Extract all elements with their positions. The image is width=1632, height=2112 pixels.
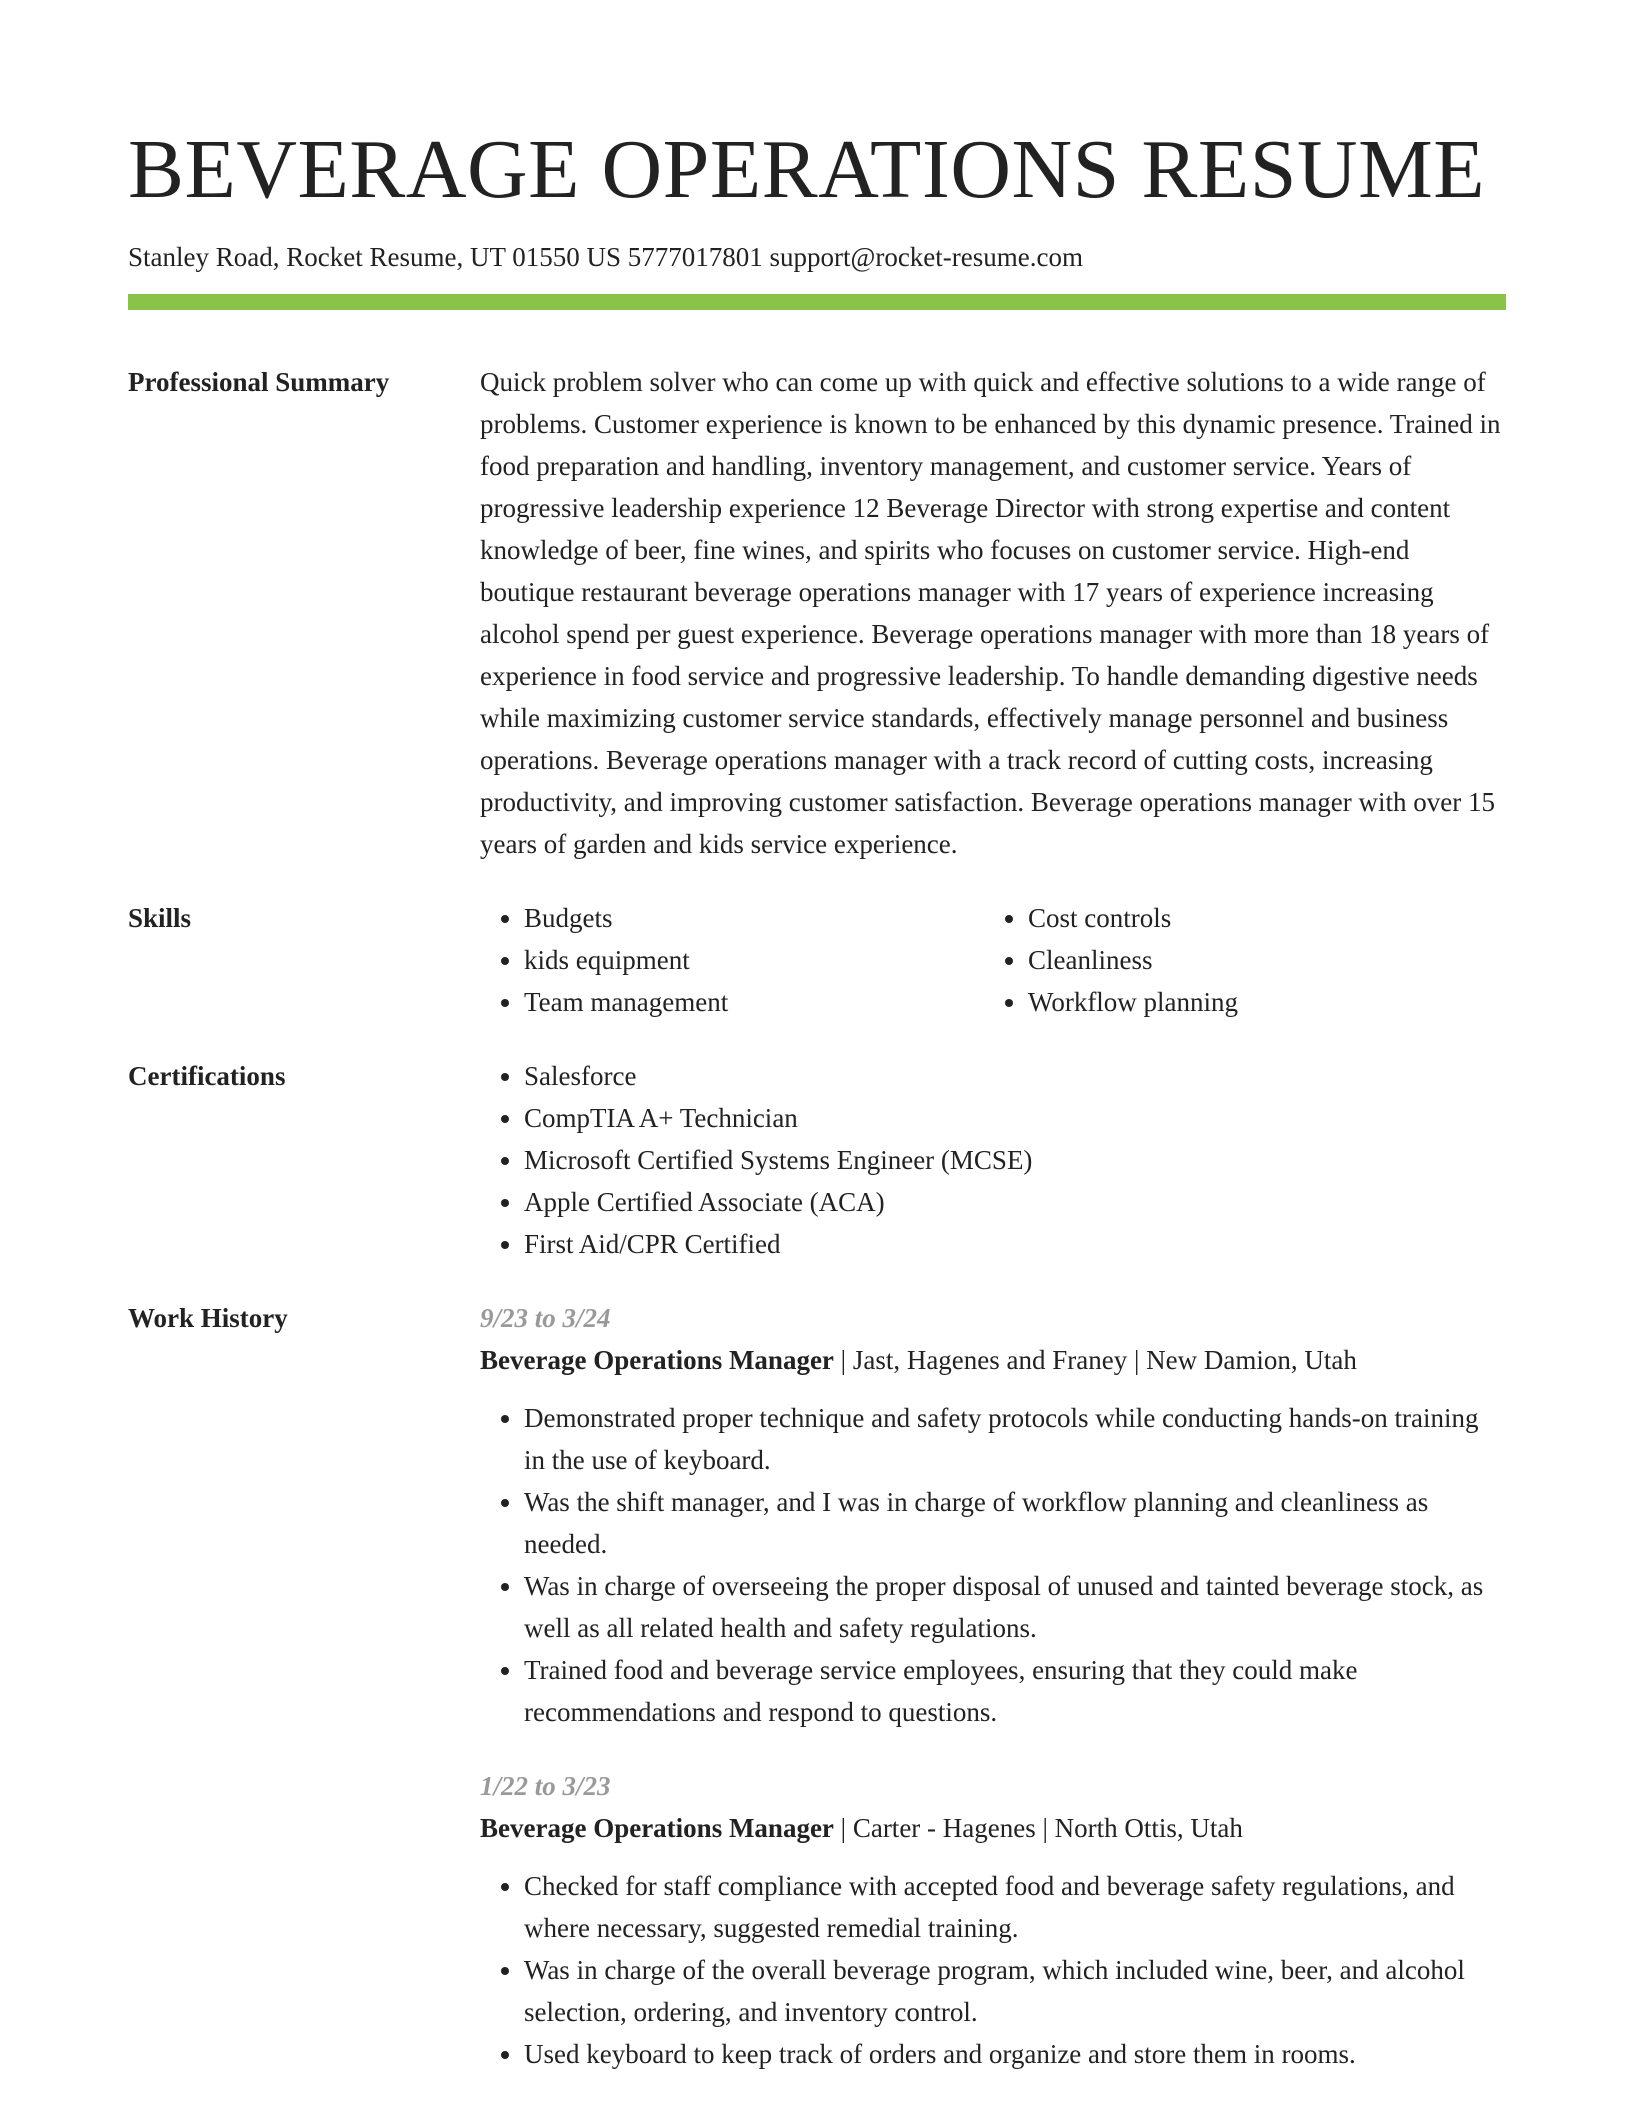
certification-item: • CompTIA A+ Technician [524, 1097, 1506, 1139]
job-details: | Jast, Hagenes and Franey | New Damion, Utah [833, 1345, 1357, 1375]
job-title-line [480, 1807, 1506, 1849]
job-bullet: • Used keyboard to keep track of orders and organize and store them in rooms. [524, 2033, 1506, 2075]
job-dates: 9/23 to 3/24 [480, 1303, 611, 1333]
summary-body [480, 361, 1506, 865]
resume-title: BEVERAGE OPERATIONS RESUME [128, 123, 1486, 216]
skills-list-right [984, 897, 1488, 1023]
skills-columns [480, 897, 1506, 1023]
skills-section [128, 897, 1506, 1023]
certifications-body [480, 1055, 1506, 1265]
resume-page [128, 0, 1506, 2075]
certification-item: • Salesforce [524, 1055, 1506, 1097]
job-details: | Carter - Hagenes | North Ottis, Utah [833, 1813, 1243, 1843]
skills-label: Skills [128, 903, 192, 933]
job-bullets [480, 1397, 1506, 1733]
job-bullet: • Was in charge of overseeing the proper disposal of unused and tainted beverage stock, as well as all related health and safety regulations. [524, 1565, 1506, 1649]
summary-label: Professional Summary [128, 367, 390, 397]
skills-column-left [480, 897, 984, 1023]
certification-item: • First Aid/CPR Certified [524, 1223, 1506, 1265]
contact-line: Stanley Road, Rocket Resume, UT 01550 US 5777017801 support@rocket-resume.com [128, 242, 1083, 272]
certifications-section [128, 1055, 1506, 1265]
skills-list-left [480, 897, 984, 1023]
skills-body [480, 897, 1506, 1023]
job-bullet: • Was in charge of the overall beverage program, which included wine, beer, and alcohol selection, ordering, and inventory control. [524, 1949, 1506, 2033]
work-history-section [128, 1297, 1506, 2075]
job-dates: 1/22 to 3/23 [480, 1771, 611, 1801]
job-bullet: • Demonstrated proper technique and safety protocols while conducting hands-on training in the use of keyboard. [524, 1397, 1506, 1481]
work-history-body [480, 1297, 1506, 2075]
skill-item: • Cleanliness [1028, 939, 1488, 981]
skill-item: • Workflow planning [1028, 981, 1488, 1023]
job-entry [480, 1765, 1506, 2075]
work-history-label: Work History [128, 1303, 288, 1333]
certifications-label: Certifications [128, 1061, 286, 1091]
skills-column-right [984, 897, 1488, 1023]
job-bullet: • Checked for staff compliance with accepted food and beverage safety regulations, and where necessary, suggested remedial training. [524, 1865, 1506, 1949]
accent-rule [128, 294, 1506, 310]
skill-item: • Budgets [524, 897, 984, 939]
job-bullet: • Trained food and beverage service employees, ensuring that they could make recommendations and respond to questions. [524, 1649, 1506, 1733]
job-bullets [480, 1865, 1506, 2075]
skill-item: • kids equipment [524, 939, 984, 981]
job-entry [480, 1297, 1506, 1733]
skill-item: • Cost controls [1028, 897, 1488, 939]
certifications-list [480, 1055, 1506, 1265]
job-title-line [480, 1339, 1506, 1381]
summary-text: Quick problem solver who can come up with quick and effective solutions to a wide range of problems. Customer experience is known to be enhanced by this dynamic presence. Trained in food preparation and handling, inventory management, and customer service. Years of progressive leadership experience 12 Beverage Director with strong expertise and content knowledge of beer, fine wines, and spirits who focuses on customer service. High-end boutique restaurant beverage operations manager with 17 years of experience increasing alcohol spend per guest experience. Beverage operations manager with more than 18 years of experience in food service and progressive leadership. To handle demanding digestive needs while maximizing customer service standards, effectively manage personnel and business operations. Beverage operations manager with a track record of cutting costs, increasing productivity, and improving customer satisfaction. Beverage operations manager with over 15 years of garden and kids service experience. [480, 367, 1501, 859]
job-title: Beverage Operations Manager [480, 1813, 834, 1843]
skill-item: • Team management [524, 981, 984, 1023]
certification-item: • Apple Certified Associate (ACA) [524, 1181, 1506, 1223]
job-title: Beverage Operations Manager [480, 1345, 834, 1375]
summary-section [128, 361, 1506, 865]
job-bullet: • Was the shift manager, and I was in charge of workflow planning and cleanliness as needed. [524, 1481, 1506, 1565]
certification-item: • Microsoft Certified Systems Engineer (MCSE) [524, 1139, 1506, 1181]
